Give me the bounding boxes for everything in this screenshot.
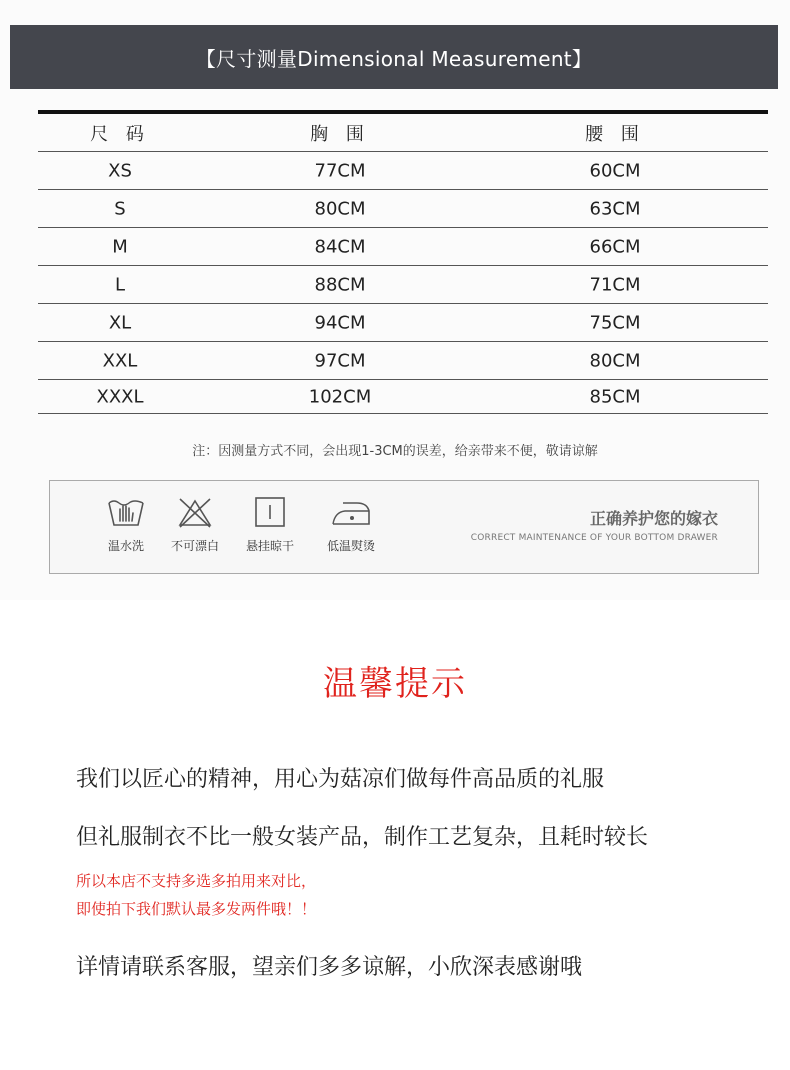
size-table (38, 110, 768, 414)
bust-cell: 84CM (314, 236, 366, 257)
column-header-bust: 胸 围 (310, 123, 370, 145)
measurement-note: 注：因测量方式不同，会出现1-3CM的误差，给亲带来不便，敬请谅解 (192, 444, 598, 459)
section-header (10, 25, 778, 89)
hang-dry-icon (250, 495, 290, 529)
bust-cell: 97CM (314, 350, 366, 371)
care-item-no-bleach (155, 495, 235, 554)
size-cell: M (112, 236, 128, 257)
waist-cell: 85CM (589, 386, 641, 407)
tips-title: 温馨提示 (323, 664, 467, 704)
care-item-wash (86, 495, 166, 554)
low-iron-icon (329, 495, 373, 529)
bust-cell: 102CM (308, 386, 372, 407)
waist-cell: 60CM (589, 160, 641, 181)
waist-cell: 63CM (589, 198, 641, 219)
care-label: 悬挂晾干 (245, 539, 294, 553)
bust-cell: 94CM (314, 312, 366, 333)
bust-cell: 77CM (314, 160, 366, 181)
table-row (38, 342, 768, 380)
table-header-row (38, 114, 768, 152)
table-row (38, 152, 768, 190)
tips-line-2: 但礼服制衣不比一般女装产品，制作工艺复杂，且耗时较长 (76, 825, 649, 850)
care-item-hang-dry (230, 495, 310, 554)
waist-cell: 66CM (589, 236, 641, 257)
tips-red-line-2: 即使拍下我们默认最多发两件哦！！ (76, 900, 317, 918)
care-label: 低温熨烫 (326, 539, 375, 553)
waist-cell: 75CM (589, 312, 641, 333)
care-label: 温水洗 (107, 539, 144, 553)
size-cell: L (114, 274, 126, 295)
size-cell: XXL (102, 350, 138, 371)
table-row (38, 266, 768, 304)
waist-cell: 71CM (589, 274, 641, 295)
table-row (38, 228, 768, 266)
no-bleach-icon (175, 495, 215, 529)
table-row (38, 380, 768, 414)
column-header-size: 尺 码 (90, 123, 150, 145)
size-cell: S (114, 198, 126, 219)
hand-wash-icon (106, 495, 146, 529)
care-instructions-box (49, 480, 759, 574)
column-header-waist: 腰 围 (585, 123, 645, 145)
size-cell: XS (108, 160, 132, 181)
tips-red-line-1: 所以本店不支持多选多拍用来对比， (76, 872, 317, 890)
waist-cell: 80CM (589, 350, 641, 371)
size-cell: XXXL (96, 386, 144, 407)
care-title: 正确养护您的嫁衣 (589, 509, 718, 528)
table-row (38, 190, 768, 228)
care-subtitle: CORRECT MAINTENANCE OF YOUR BOTTOM DRAWER (470, 533, 718, 543)
care-label: 不可漂白 (170, 539, 219, 553)
table-row (38, 304, 768, 342)
care-item-low-iron (311, 495, 391, 554)
tips-line-3: 详情请联系客服，望亲们多多谅解，小欣深表感谢哦 (76, 955, 583, 980)
section-title: 【尺寸测量Dimensional Measurement】 (195, 46, 593, 71)
tips-line-1: 我们以匠心的精神，用心为菇凉们做每件高品质的礼服 (76, 767, 605, 792)
bust-cell: 88CM (314, 274, 366, 295)
size-cell: XL (108, 312, 132, 333)
bust-cell: 80CM (314, 198, 366, 219)
